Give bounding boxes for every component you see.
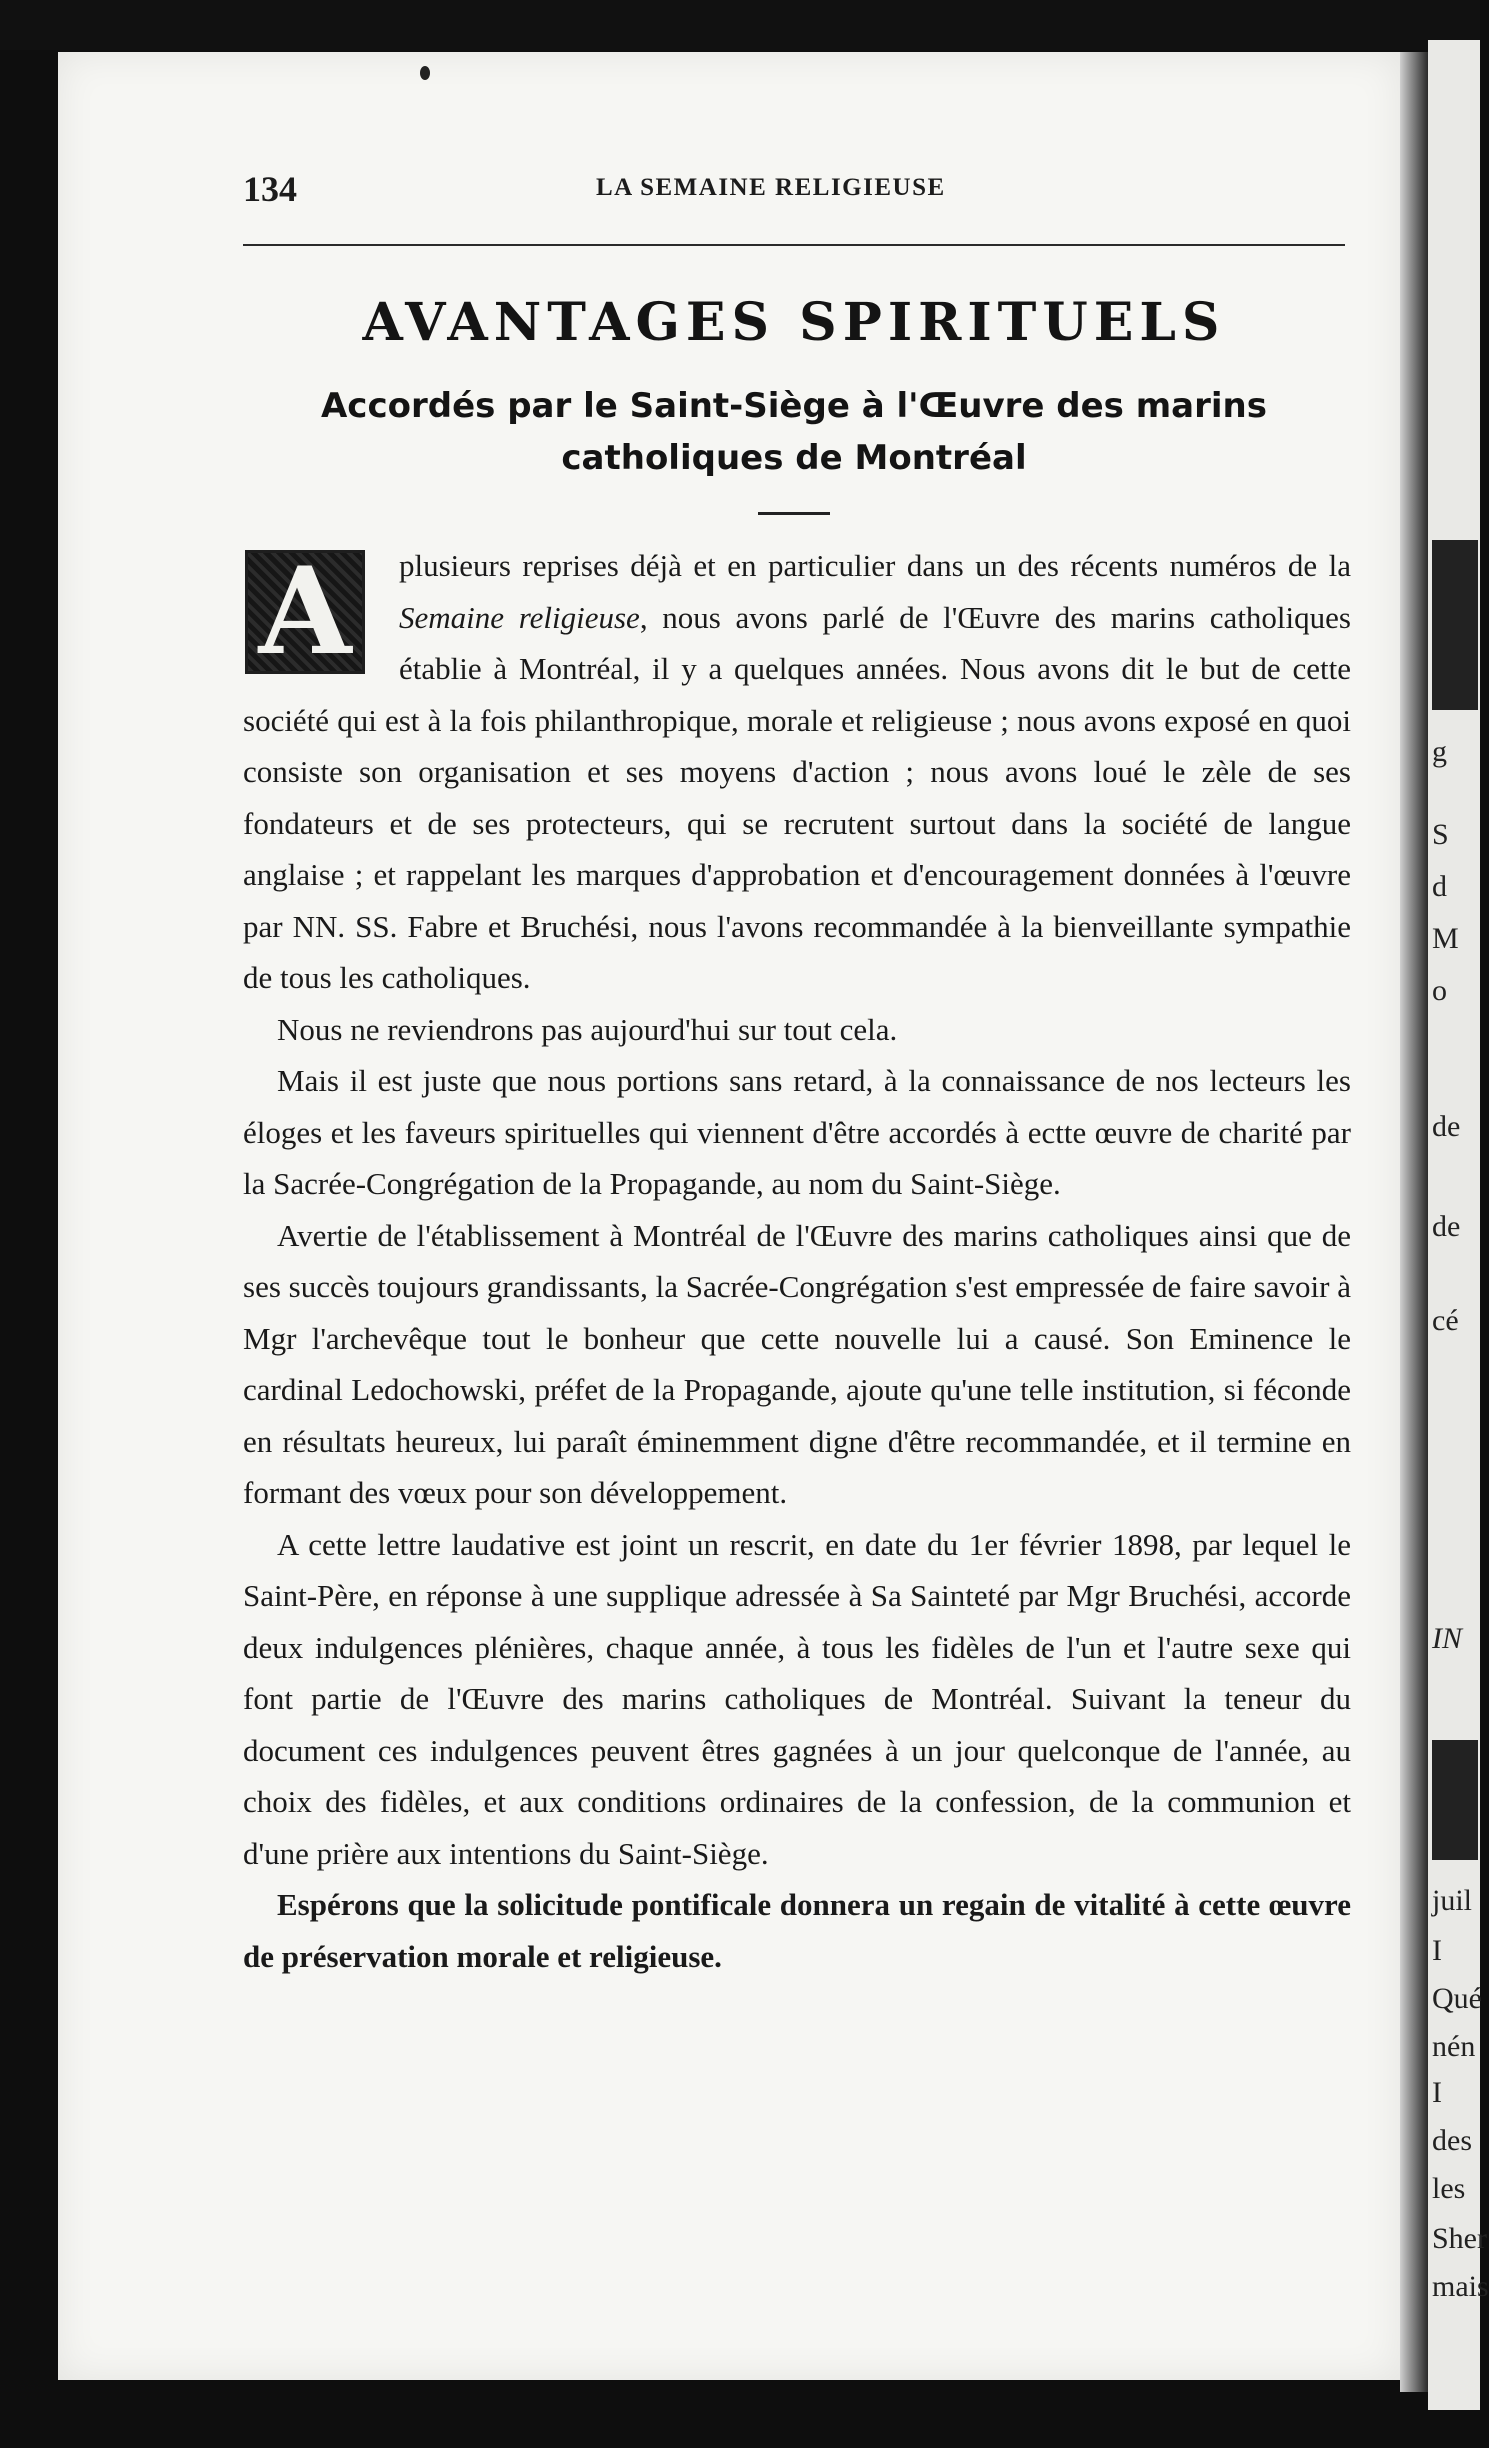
running-title: LA SEMAINE RELIGIEUSE (596, 174, 946, 201)
adjacent-text-fragment: M (1432, 922, 1459, 955)
adjacent-text-fragment: de (1432, 1210, 1461, 1243)
adjacent-text-fragment: Qué (1432, 1982, 1482, 2015)
paragraph: Espérons que la solicitude pontificale donnera un regain de vitalité à cette œuvre de préservation morale et religieuse. (243, 1887, 1351, 1974)
scan-border-top (0, 0, 1480, 50)
adjacent-text-fragment: I (1432, 2076, 1442, 2109)
paragraph-text: , nous avons parlé de l'Œuvre des marins catholiques établie à Montréal, il y a quelques années. Nous avons dit le but de cette société qui est à la fois philanthropique, morale et religieuse ; nous avons exposé en quoi consiste son organisation et ses moyens d'action ; nous avons loué le zèle de ses fondateurs et de ses protecteurs, qui se recrutent surtout dans la société de langue anglaise ; et rappelant les marques d'approbation et d'encouragement données à l'œuvre par NN. SS. Fabre et Bruchési, nous l'avons recommandée à la bienveillante sympathie de tous les catholiques. (243, 599, 1351, 995)
dropcap-letter: A (258, 541, 352, 682)
adjacent-text-fragment: cé (1432, 1304, 1459, 1337)
adjacent-text-fragment: S (1432, 818, 1449, 851)
header-rule (243, 244, 1345, 246)
paragraph: Avertie de l'établissement à Montréal de l'Œuvre des marins catholiques ainsi que de ses succès toujours grandissants, la Sacrée-Congrégation s'est empressée de faire savoir à Mgr l'archevêque tout le bonheur que cette nouvelle lui a causé. Son Eminence le cardinal Ledochowski, préfet de la Propagande, ajoute qu'une telle institution, si féconde en résultats heureux, lui paraît éminemment digne d'être recommandée, et il termine en formant des vœux pour son développement. (243, 1217, 1351, 1510)
paragraph-text: plusieurs reprises déjà et en particulier dans un des récents numéros de la (399, 548, 1351, 583)
journal-title-italic: Semaine religieuse (399, 599, 640, 635)
article-subtitle: Accordés par le Saint-Siège à l'Œuvre des marins catholiques de Montréal (320, 386, 1267, 478)
dropcap-ornament (245, 541, 365, 682)
page-number: 134 (243, 169, 297, 209)
article-title: AVANTAGES SPIRITUELS (362, 292, 1226, 353)
book-gutter (1400, 52, 1428, 2392)
adjacent-text-fragment: I (1432, 1934, 1442, 1967)
adjacent-dropcap-fragment (1432, 1740, 1478, 1860)
article-body (243, 540, 1351, 1982)
adjacent-dropcap-fragment (1432, 540, 1478, 710)
page-header (243, 168, 1353, 212)
adjacent-text-fragment: d (1432, 870, 1447, 903)
paragraph (243, 540, 1351, 1004)
adjacent-text-fragment: de (1432, 1110, 1461, 1143)
adjacent-text-fragment: Sher (1432, 2222, 1487, 2255)
adjacent-text-fragment: mais (1432, 2270, 1489, 2303)
paragraph: Nous ne reviendrons pas aujourd'hui sur tout cela. (277, 1011, 898, 1047)
adjacent-text-fragment: o (1432, 974, 1447, 1007)
title-divider (758, 512, 830, 515)
adjacent-text-fragment: g (1432, 735, 1447, 768)
adjacent-text-fragment: IN (1432, 1622, 1462, 1655)
adjacent-text-fragment: des (1432, 2124, 1472, 2157)
paragraph: Mais il est juste que nous portions sans retard, à la connaissance de nos lecteurs les éloges et les faveurs spirituelles qui viennent d'être accordés à ectte œuvre de charité par la Sacrée-Congrégation de la Propagande, au nom du Saint-Siège. (243, 1063, 1351, 1201)
adjacent-text-fragment: nén (1432, 2030, 1476, 2063)
adjacent-page-edge (1428, 40, 1489, 2410)
adjacent-text-fragment: les (1432, 2172, 1466, 2205)
paragraph: A cette lettre laudative est joint un rescrit, en date du 1er février 1898, par lequel le Saint-Père, en réponse à une supplique adressée à Sa Sainteté par Mgr Bruchési, accorde deux indulgences plénières, chaque année, à tous les fidèles de l'un et l'autre sexe qui font partie de l'Œuvre des marins catholiques de Montréal. Suivant la teneur du document ces indulgences peuvent êtres gagnées à un jour quelconque de l'année, au choix des fidèles, et aux conditions ordinaires de la confession, de la communion et d'une prière aux intentions du Saint-Siège. (243, 1526, 1351, 1871)
ink-spot (420, 66, 430, 80)
adjacent-text-fragment: juil (1432, 1884, 1473, 1917)
